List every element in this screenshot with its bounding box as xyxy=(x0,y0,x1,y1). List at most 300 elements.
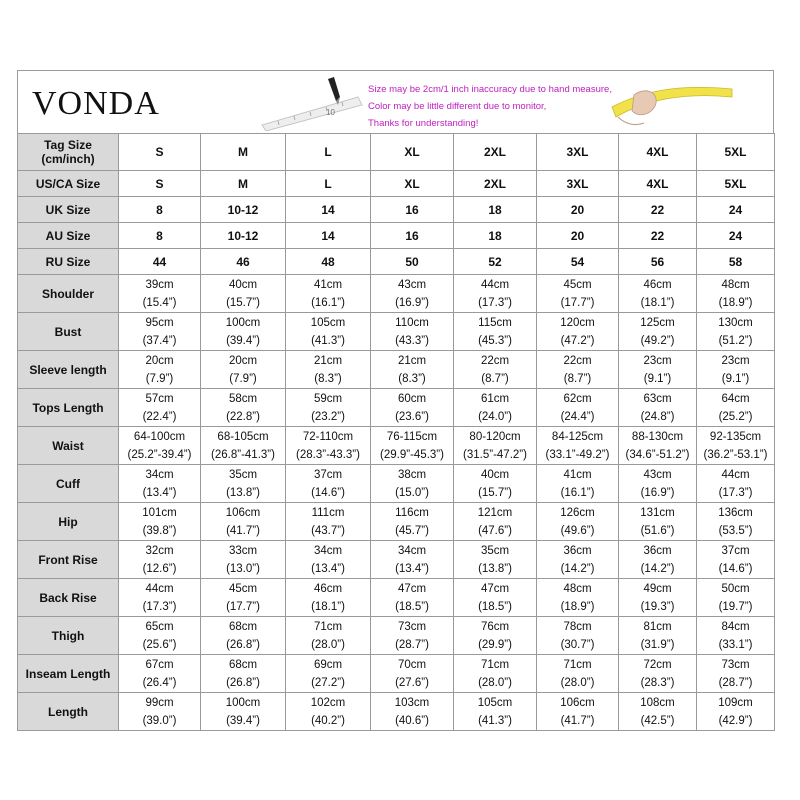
inch-value: (29.9”) xyxy=(478,638,512,651)
measurement-cell xyxy=(454,541,537,579)
inch-value: (28.7”) xyxy=(395,638,429,651)
size-table-body xyxy=(18,134,775,731)
inch-value: (37.4”) xyxy=(142,334,177,347)
inch-value: (16.9”) xyxy=(640,486,675,499)
inch-value: (14.2”) xyxy=(640,562,675,575)
measurement-cell xyxy=(201,465,286,503)
size-cell: 46 xyxy=(201,249,286,275)
inch-value: (51.2”) xyxy=(718,334,753,347)
inch-value: (41.3”) xyxy=(311,334,345,347)
inch-value: (34.6”-51.2”) xyxy=(625,448,690,461)
cm-value: 23cm xyxy=(643,354,672,367)
cm-value: 34cm xyxy=(313,544,343,557)
row-label: US/CA Size xyxy=(18,171,119,197)
cm-value: 72cm xyxy=(643,658,672,671)
size-cell: 20 xyxy=(537,223,619,249)
inch-value: (45.7”) xyxy=(395,524,429,537)
measurement-cell xyxy=(619,465,697,503)
size-cell: 14 xyxy=(286,223,371,249)
inch-value: (19.3”) xyxy=(640,600,675,613)
inch-value: (8.7”) xyxy=(563,372,592,385)
cm-value: 33cm xyxy=(228,544,258,557)
size-cell: 48 xyxy=(286,249,371,275)
note-line: Color may be little different due to monitor, xyxy=(368,101,547,112)
measurement-cell xyxy=(371,617,454,655)
row-label: Back Rise xyxy=(18,579,119,617)
cm-value: 110cm xyxy=(395,316,429,329)
measurement-cell xyxy=(537,579,619,617)
inch-value: (17.3”) xyxy=(142,600,177,613)
inch-value: (18.5”) xyxy=(478,600,512,613)
inch-value: (18.9”) xyxy=(560,600,595,613)
measurement-cell xyxy=(697,389,775,427)
measurement-cell xyxy=(371,389,454,427)
measurement-cell xyxy=(697,503,775,541)
size-cell: XL xyxy=(371,134,454,171)
cm-value: 46cm xyxy=(313,582,343,595)
cm-value: 34cm xyxy=(397,544,427,557)
inch-value: (27.2”) xyxy=(311,676,345,689)
inch-value: (16.9”) xyxy=(395,296,429,309)
measurement-cell xyxy=(454,389,537,427)
size-table xyxy=(17,133,775,731)
cm-value: 101cm xyxy=(142,506,177,519)
cm-value: 73cm xyxy=(397,620,427,633)
size-cell: 5XL xyxy=(697,134,775,171)
cm-value: 48cm xyxy=(721,278,750,291)
measurement-row xyxy=(18,503,775,541)
size-cell: 22 xyxy=(619,223,697,249)
cm-value: 63cm xyxy=(643,392,672,405)
cm-value: 81cm xyxy=(643,620,672,633)
inch-value: (28.3”-43.3”) xyxy=(296,448,360,461)
cm-value: 49cm xyxy=(643,582,672,595)
measurement-cell xyxy=(119,693,201,731)
cm-value: 21cm xyxy=(397,354,427,367)
inch-value: (25.6”) xyxy=(142,638,177,651)
row-label: AU Size xyxy=(18,223,119,249)
cm-value: 120cm xyxy=(560,316,595,329)
cm-value: 43cm xyxy=(397,278,427,291)
cm-value: 62cm xyxy=(563,392,592,405)
cm-value: 22cm xyxy=(480,354,510,367)
measurement-cell xyxy=(119,389,201,427)
cm-value: 131cm xyxy=(640,506,675,519)
cm-value: 100cm xyxy=(225,316,261,329)
measurement-cell xyxy=(286,427,371,465)
measurement-cell xyxy=(697,465,775,503)
inch-value: (41.3”) xyxy=(478,714,512,727)
inch-value: (24.0”) xyxy=(478,410,512,423)
cm-value: 32cm xyxy=(145,544,174,557)
cm-value: 37cm xyxy=(313,468,343,481)
measurement-cell xyxy=(201,275,286,313)
measurement-cell xyxy=(371,427,454,465)
inch-value: (18.1”) xyxy=(311,600,345,613)
size-cell: 44 xyxy=(119,249,201,275)
inch-value: (26.4”) xyxy=(142,676,177,689)
measurement-cell xyxy=(201,313,286,351)
size-cell: 24 xyxy=(697,197,775,223)
measurement-cell xyxy=(286,617,371,655)
measurement-cell xyxy=(371,313,454,351)
cm-value: 70cm xyxy=(397,658,427,671)
measurement-cell xyxy=(697,427,775,465)
measurement-row xyxy=(18,579,775,617)
size-cell: S xyxy=(119,134,201,171)
size-cell: M xyxy=(201,171,286,197)
size-cell: XL xyxy=(371,171,454,197)
size-cell: L xyxy=(286,134,371,171)
measurement-row xyxy=(18,313,775,351)
inch-value: (7.9”) xyxy=(229,372,257,385)
measurement-row xyxy=(18,541,775,579)
inch-value: (23.2”) xyxy=(311,410,345,423)
inch-value: (25.2”-39.4”) xyxy=(127,448,192,461)
inch-value: (8.3”) xyxy=(398,372,426,385)
cm-value: 88-130cm xyxy=(631,430,684,443)
inch-value: (18.1”) xyxy=(640,296,675,309)
cm-value: 92-135cm xyxy=(709,430,762,443)
cm-value: 64-100cm xyxy=(133,430,186,443)
inch-value: (27.6”) xyxy=(395,676,429,689)
size-cell: 5XL xyxy=(697,171,775,197)
cm-value: 106cm xyxy=(225,506,261,519)
measurement-row xyxy=(18,275,775,313)
measurement-cell xyxy=(454,351,537,389)
inch-value: (13.0”) xyxy=(226,562,260,575)
size-cell: 10-12 xyxy=(201,223,286,249)
cm-value: 41cm xyxy=(563,468,592,481)
svg-text:10: 10 xyxy=(326,108,335,117)
cm-value: 103cm xyxy=(394,696,430,709)
inch-value: (29.9”-45.3”) xyxy=(380,448,444,461)
measurement-cell xyxy=(537,503,619,541)
row-label: Shoulder xyxy=(18,275,119,313)
measurement-cell xyxy=(619,427,697,465)
inch-value: (26.8”) xyxy=(226,638,260,651)
size-row xyxy=(18,171,775,197)
inch-value: (17.7”) xyxy=(226,600,260,613)
cm-value: 76-115cm xyxy=(386,430,438,443)
measurement-cell xyxy=(286,655,371,693)
measurement-cell xyxy=(201,427,286,465)
measurement-cell xyxy=(697,693,775,731)
inch-value: (26.8”) xyxy=(226,676,260,689)
cm-value: 99cm xyxy=(145,696,174,709)
inch-value: (22.4”) xyxy=(142,410,177,423)
cm-value: 64cm xyxy=(721,392,750,405)
measurement-cell xyxy=(619,351,697,389)
measurement-cell xyxy=(619,655,697,693)
inch-value: (17.7”) xyxy=(560,296,595,309)
measurement-cell xyxy=(119,351,201,389)
measurement-cell xyxy=(371,655,454,693)
cm-value: 39cm xyxy=(145,278,174,291)
cm-value: 111cm xyxy=(311,506,345,519)
size-cell: 4XL xyxy=(619,171,697,197)
cm-value: 136cm xyxy=(718,506,753,519)
inch-value: (28.7”) xyxy=(718,676,753,689)
inch-value: (17.3”) xyxy=(718,486,753,499)
measurement-cell xyxy=(454,275,537,313)
inch-value: (28.0”) xyxy=(311,638,345,651)
inch-value: (13.4”) xyxy=(311,562,345,575)
cm-value: 43cm xyxy=(643,468,672,481)
cm-value: 47cm xyxy=(480,582,510,595)
inch-value: (45.3”) xyxy=(478,334,512,347)
measurement-cell xyxy=(286,275,371,313)
cm-value: 23cm xyxy=(721,354,750,367)
size-cell: 2XL xyxy=(454,171,537,197)
measurement-cell xyxy=(454,427,537,465)
size-cell: 16 xyxy=(371,223,454,249)
measurement-cell xyxy=(371,275,454,313)
note-line: Thanks for understanding! xyxy=(368,118,479,129)
measurement-cell xyxy=(371,541,454,579)
cm-value: 80-120cm xyxy=(469,430,521,443)
inch-value: (8.7”) xyxy=(481,372,509,385)
size-cell: L xyxy=(286,171,371,197)
inch-value: (41.7”) xyxy=(226,524,260,537)
size-cell: 58 xyxy=(697,249,775,275)
measurement-cell xyxy=(619,617,697,655)
cm-value: 34cm xyxy=(145,468,174,481)
measurement-cell xyxy=(201,579,286,617)
size-cell: 56 xyxy=(619,249,697,275)
row-label: Inseam Length xyxy=(18,655,119,693)
size-cell: 20 xyxy=(537,197,619,223)
size-cell: 22 xyxy=(619,197,697,223)
measurement-cell xyxy=(537,655,619,693)
cm-value: 95cm xyxy=(145,316,174,329)
cm-value: 115cm xyxy=(478,316,512,329)
brand-logo: VONDA xyxy=(32,85,160,122)
size-cell: 16 xyxy=(371,197,454,223)
measurement-cell xyxy=(454,579,537,617)
cm-value: 59cm xyxy=(313,392,343,405)
measurement-cell xyxy=(697,275,775,313)
measurement-cell xyxy=(201,655,286,693)
cm-value: 50cm xyxy=(721,582,750,595)
cm-value: 71cm xyxy=(563,658,592,671)
inch-value: (39.8”) xyxy=(142,524,177,537)
size-cell: 2XL xyxy=(454,134,537,171)
cm-value: 100cm xyxy=(225,696,261,709)
measurement-cell xyxy=(201,389,286,427)
measurement-row xyxy=(18,351,775,389)
inch-value: (31.5”-47.2”) xyxy=(463,448,527,461)
measurement-cell xyxy=(454,503,537,541)
measurement-cell xyxy=(537,275,619,313)
inch-value: (17.3”) xyxy=(478,296,512,309)
measurement-cell xyxy=(286,503,371,541)
inch-value: (36.2”-53.1”) xyxy=(703,448,768,461)
cm-value: 37cm xyxy=(721,544,750,557)
measurement-cell xyxy=(119,503,201,541)
measurement-cell xyxy=(119,465,201,503)
size-cell: 8 xyxy=(119,223,201,249)
measurement-cell xyxy=(537,617,619,655)
cm-value: 69cm xyxy=(313,658,343,671)
measurement-cell xyxy=(454,655,537,693)
cm-value: 44cm xyxy=(145,582,174,595)
note-line: Size may be 2cm/1 inch inaccuracy due to hand measure, xyxy=(368,84,612,95)
inch-value: (39.4”) xyxy=(226,714,260,727)
inch-value: (49.2”) xyxy=(640,334,675,347)
cm-value: 36cm xyxy=(643,544,672,557)
measurement-cell xyxy=(286,313,371,351)
measurement-cell xyxy=(201,693,286,731)
size-cell: 8 xyxy=(119,197,201,223)
cm-value: 46cm xyxy=(643,278,672,291)
measurement-cell xyxy=(619,541,697,579)
cm-value: 130cm xyxy=(718,316,753,329)
cm-value: 35cm xyxy=(480,544,510,557)
inch-value: (42.9”) xyxy=(718,714,753,727)
cm-value: 60cm xyxy=(397,392,427,405)
inch-value: (42.5”) xyxy=(640,714,675,727)
cm-value: 71cm xyxy=(313,620,343,633)
size-cell: S xyxy=(119,171,201,197)
measurement-cell xyxy=(454,693,537,731)
measurement-cell xyxy=(454,313,537,351)
measurement-cell xyxy=(537,313,619,351)
inch-value: (49.6”) xyxy=(560,524,595,537)
inch-value: (43.7”) xyxy=(311,524,345,537)
size-row xyxy=(18,197,775,223)
inch-value: (47.2”) xyxy=(560,334,595,347)
inch-value: (18.9”) xyxy=(718,296,753,309)
measurement-cell xyxy=(537,693,619,731)
inch-value: (22.8”) xyxy=(226,410,260,423)
measurement-cell xyxy=(286,465,371,503)
cm-value: 126cm xyxy=(560,506,595,519)
cm-value: 65cm xyxy=(145,620,174,633)
measurement-row xyxy=(18,389,775,427)
measurement-cell xyxy=(619,313,697,351)
cm-value: 116cm xyxy=(395,506,429,519)
measurement-cell xyxy=(119,655,201,693)
inch-value: (13.8”) xyxy=(226,486,260,499)
measurement-cell xyxy=(371,693,454,731)
size-cell: 3XL xyxy=(537,134,619,171)
inch-value: (39.4”) xyxy=(226,334,260,347)
size-cell: 24 xyxy=(697,223,775,249)
measurement-row xyxy=(18,655,775,693)
row-label: UK Size xyxy=(18,197,119,223)
measurement-cell xyxy=(697,313,775,351)
row-label: Bust xyxy=(18,313,119,351)
inch-value: (24.4”) xyxy=(560,410,595,423)
cm-value: 84cm xyxy=(721,620,750,633)
inch-value: (16.1”) xyxy=(311,296,345,309)
inch-value: (26.8”-41.3”) xyxy=(211,448,275,461)
cm-value: 67cm xyxy=(145,658,174,671)
cm-value: 48cm xyxy=(563,582,592,595)
row-label: Hip xyxy=(18,503,119,541)
measurement-cell xyxy=(201,503,286,541)
measurement-cell xyxy=(697,655,775,693)
chart-header xyxy=(17,70,774,133)
inch-value: (19.7”) xyxy=(718,600,753,613)
inch-value: (47.6”) xyxy=(478,524,512,537)
inch-value: (28.0”) xyxy=(478,676,512,689)
inch-value: (14.2”) xyxy=(560,562,595,575)
inch-value: (15.4”) xyxy=(142,296,177,309)
measurement-cell xyxy=(119,275,201,313)
cm-value: 68cm xyxy=(228,620,258,633)
measurement-notes xyxy=(368,81,612,132)
inch-value: (25.2”) xyxy=(718,410,753,423)
inch-value: (9.1”) xyxy=(643,372,672,385)
measurement-cell xyxy=(119,579,201,617)
inch-value: (39.0”) xyxy=(142,714,177,727)
ruler-pen-illustration xyxy=(258,75,368,131)
size-cell: 10-12 xyxy=(201,197,286,223)
size-cell: 52 xyxy=(454,249,537,275)
inch-value: (40.6”) xyxy=(395,714,429,727)
inch-value: (12.6”) xyxy=(142,562,177,575)
cm-value: 45cm xyxy=(563,278,592,291)
cm-value: 73cm xyxy=(721,658,750,671)
measurement-cell xyxy=(201,541,286,579)
measurement-cell xyxy=(286,351,371,389)
cm-value: 108cm xyxy=(640,696,675,709)
measurement-cell xyxy=(537,465,619,503)
measurement-cell xyxy=(371,351,454,389)
inch-value: (23.6”) xyxy=(395,410,429,423)
row-label: Tops Length xyxy=(18,389,119,427)
row-label: Cuff xyxy=(18,465,119,503)
measurement-cell xyxy=(537,541,619,579)
inch-value: (30.7”) xyxy=(560,638,595,651)
inch-value: (14.6”) xyxy=(718,562,753,575)
measurement-row xyxy=(18,617,775,655)
size-cell: 18 xyxy=(454,197,537,223)
cm-value: 72-110cm xyxy=(302,430,354,443)
inch-value: (40.2”) xyxy=(311,714,345,727)
cm-value: 68cm xyxy=(228,658,258,671)
measurement-cell xyxy=(286,541,371,579)
inch-value: (8.3”) xyxy=(314,372,342,385)
cm-value: 40cm xyxy=(480,468,510,481)
measurement-cell xyxy=(697,351,775,389)
measurement-cell xyxy=(697,617,775,655)
cm-value: 76cm xyxy=(480,620,510,633)
tape-measure-illustration xyxy=(610,77,735,129)
cm-value: 57cm xyxy=(145,392,174,405)
inch-value: (43.3”) xyxy=(395,334,429,347)
measurement-cell xyxy=(286,693,371,731)
cm-value: 68-105cm xyxy=(217,430,269,443)
cm-value: 61cm xyxy=(480,392,510,405)
measurement-row xyxy=(18,427,775,465)
cm-value: 35cm xyxy=(228,468,258,481)
measurement-cell xyxy=(119,617,201,655)
inch-value: (15.7”) xyxy=(226,296,260,309)
cm-value: 78cm xyxy=(563,620,592,633)
measurement-cell xyxy=(286,579,371,617)
measurement-cell xyxy=(619,693,697,731)
measurement-cell xyxy=(619,503,697,541)
cm-value: 22cm xyxy=(563,354,592,367)
size-cell: 4XL xyxy=(619,134,697,171)
measurement-cell xyxy=(537,389,619,427)
size-cell: 14 xyxy=(286,197,371,223)
size-cell: M xyxy=(201,134,286,171)
cm-value: 36cm xyxy=(563,544,592,557)
